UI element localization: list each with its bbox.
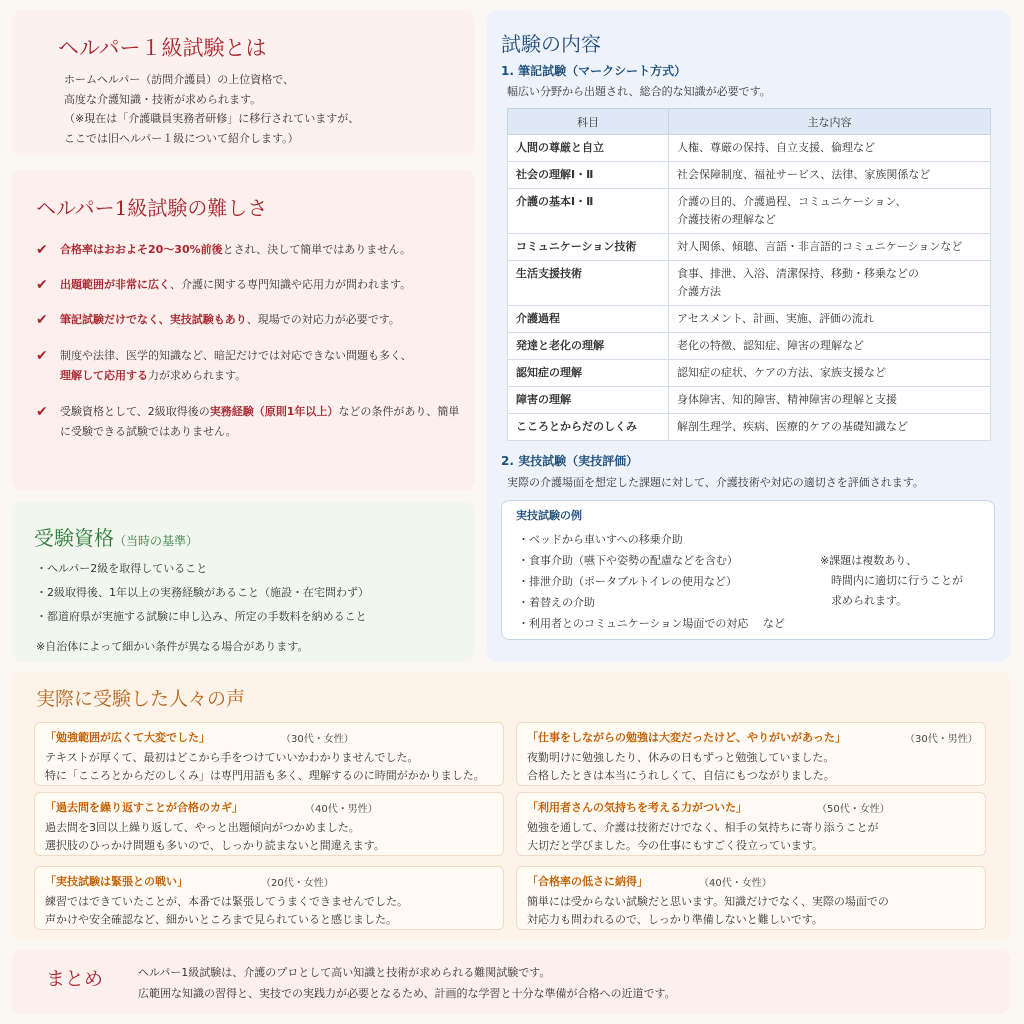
check-icon: ✔ [36, 312, 48, 328]
practical-note: 求められます。 [820, 594, 908, 607]
difficulty-item: ✔ 合格率はおおよそ20〜30%前後とされ、決して簡単ではありません。 [36, 242, 411, 258]
table-row: 社会の理解Ⅰ・Ⅱ 社会保障制度、福祉サービス、法律、家族関係など [508, 162, 991, 189]
qualification-item: ・ヘルパー2級を取得していること [36, 562, 208, 575]
summary-line: ヘルパー1級試験は、介護のプロとして高い知識と技術が求められる難関試験です。 [138, 966, 551, 979]
table-header-row [508, 109, 991, 135]
check-icon: ✔ [36, 404, 48, 420]
exam-content-section [487, 10, 1010, 662]
qualification-item: ・2級取得後、1年以上の実務経験があること（施設・在宅問わず） [36, 586, 369, 599]
intro-line: （※現在は「介護職員実務者研修」に移行されていますが、 [64, 112, 360, 125]
table-row: コミュニケーション技術 対人関係、傾聴、言語・非言語的コミュニケーションなど [508, 234, 991, 261]
qualification-title: 受験資格（当時の基準） [34, 526, 199, 550]
voice-card [34, 722, 504, 786]
practical-example: ・着替えの介助 [518, 596, 595, 609]
practical-example: ・利用者とのコミュニケーション場面での対応 など [518, 617, 785, 630]
summary-title: まとめ [46, 968, 104, 990]
subjects-table [507, 108, 991, 441]
table-row: 発達と老化の理解 老化の特徴、認知症、障害の理解など [508, 333, 991, 360]
exam-title: 試験の内容 [501, 32, 601, 56]
voice-line: 特に「こころとからだのしくみ」は専門用語も多く、理解するのに時間がかかりました。 [45, 769, 485, 782]
summary-section [12, 950, 1010, 1014]
table-row: 介護過程 アセスメント、計画、実施、評価の流れ [508, 306, 991, 333]
qualification-item: ・都道府県が実施する試験に申し込み、所定の手数料を納めること [36, 610, 367, 623]
voice-attribution: （40代・女性） [699, 878, 772, 889]
voice-line: 合格したときは本当にうれしくて、自信にもつながりました。 [527, 769, 835, 782]
column-header: 科目 [508, 109, 669, 135]
practical-examples-box [501, 500, 995, 640]
voice-line: 選択肢のひっかけ問題も多いので、しっかり読まないと間違えます。 [45, 839, 385, 852]
voice-attribution: （30代・男性） [905, 734, 978, 745]
practical-example: ・排泄介助（ポータブルトイレの使用など） [518, 575, 738, 588]
voice-line: 対応力も問われるので、しっかり準備しないと難しいです。 [527, 913, 823, 926]
voice-attribution: （40代・男性） [305, 804, 378, 815]
voice-attribution: （50代・女性） [817, 804, 890, 815]
check-icon: ✔ [36, 277, 48, 293]
voice-attribution: （30代・女性） [281, 734, 354, 745]
check-icon: ✔ [36, 348, 48, 364]
difficulty-section [12, 170, 475, 490]
intro-line: 高度な介護知識・技術が求められます。 [64, 92, 262, 106]
table-row: 介護の基本Ⅰ・Ⅱ 介護の目的、介護過程、コミュニケーション、 介護技術の理解など [508, 189, 991, 234]
column-header: 主な内容 [669, 109, 991, 135]
voice-line: 勉強を通して、介護は技術だけでなく、相手の気持ちに寄り添うことが [527, 821, 879, 834]
voices-title: 実際に受験した人々の声 [36, 688, 246, 710]
voice-card [516, 722, 986, 786]
check-icon: ✔ [36, 242, 48, 258]
practical-exam-desc: 実際の介護場面を想定した課題に対して、介護技術や対応の適切さを評価されます。 [507, 476, 924, 489]
intro-text [64, 70, 359, 148]
written-exam-desc: 幅広い分野から出題され、総合的な知識が必要です。 [507, 85, 771, 98]
qualification-subtitle: （当時の基準） [114, 534, 199, 548]
qualification-note: ※自治体によって細かい条件が異なる場合があります。 [36, 640, 309, 653]
table-row: 人間の尊厳と自立 人権、尊厳の保持、自立支援、倫理など [508, 135, 991, 162]
voice-line: 練習ではできていたことが、本番では緊張してうまくできませんでした。 [45, 895, 408, 908]
difficulty-title: ヘルパー1級試験の難しさ [36, 196, 268, 220]
table-row: 認知症の理解 認知症の症状、ケアの方法、家族支援など [508, 360, 991, 387]
difficulty-item: ✔ 制度や法律、医学的知識など、暗記だけでは対応できない問題も多く、 理解して応用する力が求められます。 [36, 348, 412, 382]
table-row: 生活支援技術 食事、排泄、入浴、清潔保持、移動・移乗などの 介護方法 [508, 261, 991, 306]
practical-exam-title: 2. 実技試験（実技評価） [501, 454, 639, 468]
difficulty-item: ✔ 出題範囲が非常に広く、介護に関する専門知識や応用力が問われます。 [36, 277, 412, 293]
qualification-section [12, 502, 475, 662]
intro-line: ホームヘルパー（訪問介護員）の上位資格で、 [64, 73, 295, 86]
intro-line: ここでは旧ヘルパー１級について紹介します。） [64, 131, 299, 145]
voice-title: 「実技試験は緊張との戦い」 [45, 875, 188, 888]
voice-title: 「仕事をしながらの勉強は大変だったけど、やりがいがあった」 [527, 731, 846, 744]
voice-line: テキストが厚くて、最初はどこから手をつけていいかわかりませんでした。 [45, 751, 419, 764]
difficulty-item: ✔ 受験資格として、2級取得後の実務経験（原則1年以上）などの条件があり、簡単に受験できる試験ではありません。 [36, 404, 460, 438]
intro-section [12, 10, 475, 156]
practical-box-title: 実技試験の例 [516, 509, 582, 522]
intro-title: ヘルパー１級試験とは [58, 36, 267, 60]
table-row: こころとからだのしくみ 解剖生理学、疾病、医療的ケアの基礎知識など [508, 414, 991, 441]
practical-example: ・食事介助（嚥下や姿勢の配慮などを含む） [518, 554, 738, 567]
voice-line: 簡単には受からない試験だと思います。知識だけでなく、実際の場面での [527, 895, 889, 908]
voice-line: 大切だと学びました。今の仕事にもすごく役立っています。 [527, 839, 824, 852]
practical-note: 時間内に適切に行うことが [820, 574, 963, 587]
voice-title: 「利用者さんの気持ちを考える力がついた」 [527, 801, 747, 814]
voices-section [12, 672, 1010, 940]
voice-attribution: （20代・女性） [261, 878, 334, 889]
practical-example: ・ベッドから車いすへの移乗介助 [518, 533, 683, 546]
summary-line: 広範囲な知識の習得と、実技での実践力が必要となるため、計画的な学習と十分な準備が合格への近道です。 [138, 987, 676, 1000]
voice-title: 「過去問を繰り返すことが合格のカギ」 [45, 801, 243, 814]
practical-note: ※課題は複数あり、 [820, 554, 918, 567]
difficulty-item: ✔ 筆記試験だけでなく、実技試験もあり、現場での対応力が必要です。 [36, 312, 400, 328]
table-row: 障害の理解 身体障害、知的障害、精神障害の理解と支援 [508, 387, 991, 414]
voice-title: 「勉強範囲が広くて大変でした」 [45, 731, 210, 744]
voice-card [516, 792, 986, 856]
voice-line: 過去問を3回以上繰り返して、やっと出題傾向がつかめました。 [45, 821, 360, 834]
written-exam-title: 1. 筆記試験（マークシート方式） [501, 64, 687, 78]
voice-card [34, 866, 504, 930]
voice-line: 声かけや安全確認など、細かいところまで見られていると感じました。 [45, 913, 397, 926]
voice-card [34, 792, 504, 856]
voice-card [516, 866, 986, 930]
voice-line: 夜勤明けに勉強したり、休みの日もずっと勉強していました。 [527, 751, 835, 764]
voice-title: 「合格率の低さに納得」 [527, 875, 648, 888]
